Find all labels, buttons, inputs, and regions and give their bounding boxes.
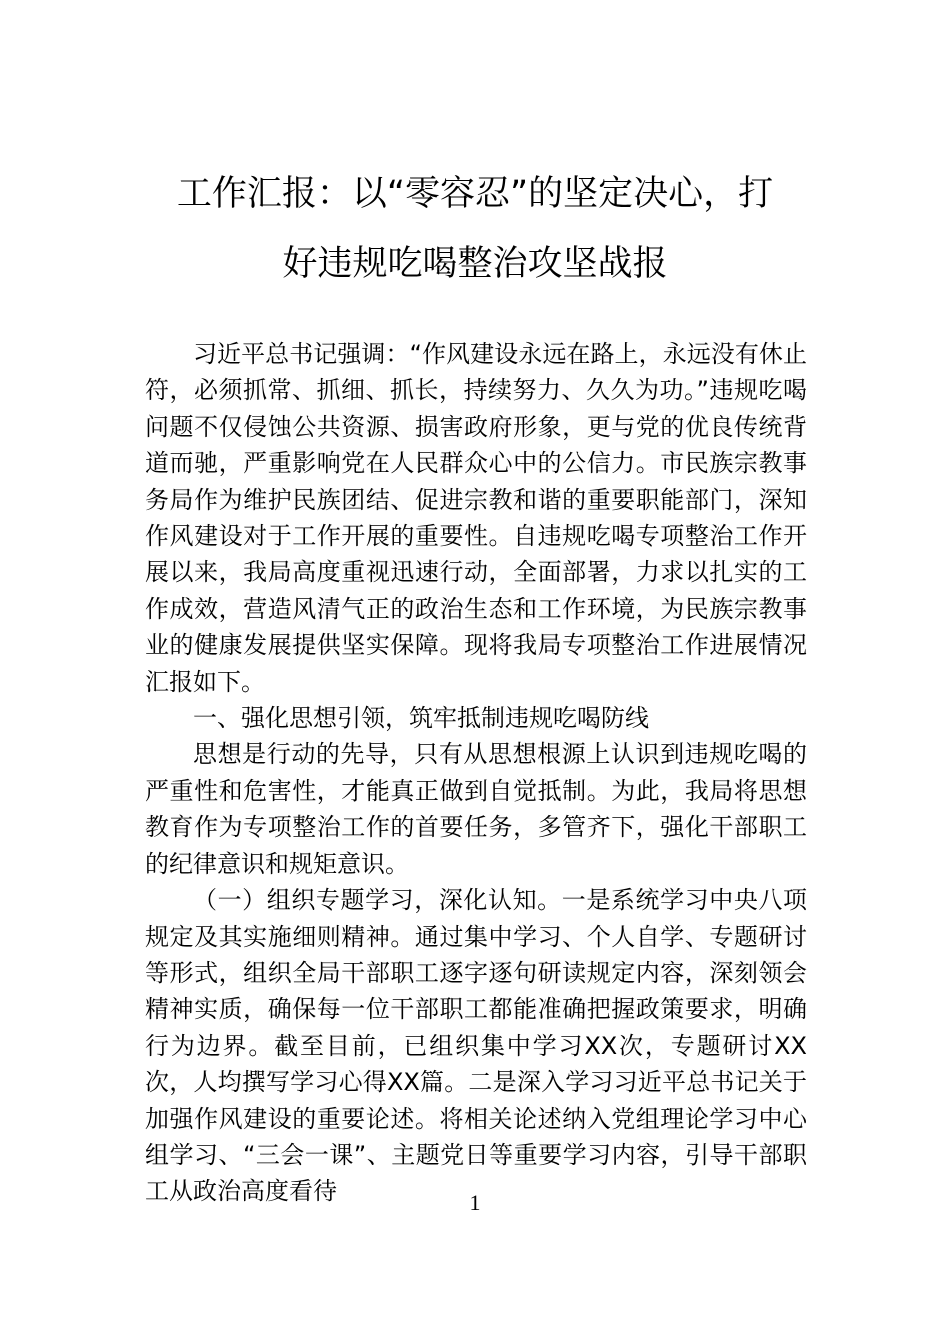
document-title-line-2: 好违规吃喝整治攻坚战报	[282, 244, 668, 284]
paragraph-subsection-1: （一）组织专题学习，深化认知。一是系统学习中央八项规定及其实施细则精神。通过集中学习、个人自学、专题研讨等形式，组织全局干部职工逐字逐句研读规定内容，深刻领会精神实质，确保每一位干部职工都能准确把握政策要求，明确行为边界。截至目前，已组织集中学习XX次，专题研讨XX次，人均撰写学习心得XX篇。二是深入学习习近平总书记关于加强作风建设的重要论述。将相关论述纳入党组理论学习中心组学习、“三会一课”、主题党日等重要学习内容，引导干部职工从政治高度看待	[145, 886, 807, 1206]
section-heading-1: 一、强化思想引领，筑牢抵制违规吃喝防线	[193, 704, 649, 733]
paragraph-intro: 习近平总书记强调：“作风建设永远在路上，永远没有休止符，必须抓常、抓细、抓长，持续努力、久久为功。”违规吃喝问题不仅侵蚀公共资源、损害政府形象，更与党的优良传统背道而驰，严重影响党在人民群众心中的公信力。市民族宗教事务局作为维护民族团结、促进宗教和谐的重要职能部门，深知作风建设对于工作开展的重要性。自违规吃喝专项整治工作开展以来，我局高度重视迅速行动，全面部署，力求以扎实的工作成效，营造风清气正的政治生态和工作环境，为民族宗教事业的健康发展提供坚实保障。现将我局专项整治工作进展情况汇报如下。	[145, 340, 807, 696]
paragraph-section-1: 思想是行动的先导，只有从思想根源上认识到违规吃喝的严重性和危害性，才能真正做到自觉抵制。为此，我局将思想教育作为专项整治工作的首要任务，多管齐下，强化干部职工的纪律意识和规矩意识。	[145, 740, 807, 878]
page-number: 1	[469, 1190, 481, 1215]
document-body	[145, 336, 807, 1210]
document-title-line-1: 工作汇报：以“零容忍”的坚定决心，打	[176, 174, 774, 214]
